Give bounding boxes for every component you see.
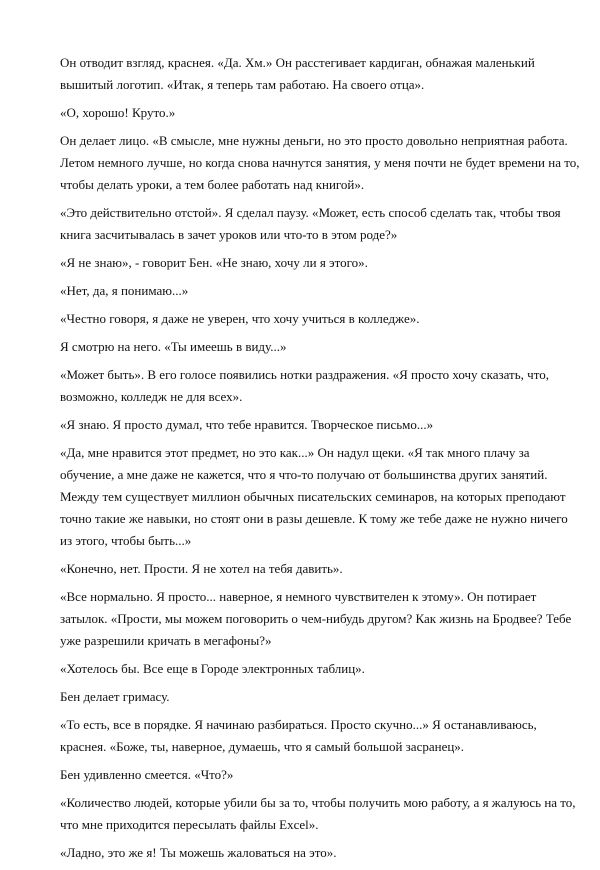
text-line: «Честно говоря, я даже не уверен, что хочу учиться в колледже». bbox=[60, 311, 420, 326]
text-line: «О, хорошо! Круто.» bbox=[60, 105, 176, 120]
paragraph bbox=[60, 52, 550, 96]
text-line: Бен делает гримасу. bbox=[60, 689, 170, 704]
text-line: «Я знаю. Я просто думал, что тебе нравится. Творческое письмо...» bbox=[60, 417, 434, 432]
text-line: «Это действительно отстой». Я сделал паузу. «Может, есть способ сделать так, чтобы твоя bbox=[60, 205, 561, 220]
text-line: «Ладно, это же я! Ты можешь жаловаться на это». bbox=[60, 845, 337, 860]
text-line: Он отводит взгляд, краснея. «Да. Хм.» Он расстегивает кардиган, обнажая маленький bbox=[60, 55, 535, 70]
document-page bbox=[60, 52, 580, 870]
text-line: «Да, мне нравится этот предмет, но это как...» Он надул щеки. «Я так много плачу за bbox=[60, 445, 530, 460]
text-line: Между тем существует миллион обычных писательских семинаров, на которых преподают bbox=[60, 489, 566, 504]
paragraph bbox=[60, 686, 550, 708]
text-line: «Хотелось бы. Все еще в Городе электронных таблиц». bbox=[60, 661, 365, 676]
text-line: «Может быть». В его голосе появились нотки раздражения. «Я просто хочу сказать, что, bbox=[60, 367, 549, 382]
text-line: уже разрешили кричать в мегафоны?» bbox=[60, 633, 272, 648]
paragraph bbox=[60, 280, 550, 302]
text-line: Бен удивленно смеется. «Что?» bbox=[60, 767, 234, 782]
text-line: «То есть, все в порядке. Я начинаю разбираться. Просто скучно...» Я останавливаюсь, bbox=[60, 717, 537, 732]
text-line: чтобы делать уроки, а тем более работать над книгой». bbox=[60, 177, 365, 192]
paragraph bbox=[60, 414, 550, 436]
paragraph bbox=[60, 586, 572, 652]
text-line: краснея. «Боже, ты, наверное, думаешь, что я самый большой засранец». bbox=[60, 739, 465, 754]
text-line: обучение, а мне даже не кажется, что я что-то получаю от большинства других занятий. bbox=[60, 467, 548, 482]
text-line: «Нет, да, я понимаю...» bbox=[60, 283, 189, 298]
paragraph bbox=[60, 102, 550, 124]
paragraph bbox=[60, 764, 550, 786]
text-line: затылок. «Прости, мы можем поговорить о чем-нибудь другом? Как жизнь на Бродвее? Тебе bbox=[60, 611, 572, 626]
text-line: из этого, чтобы быть...» bbox=[60, 533, 192, 548]
paragraph bbox=[60, 714, 550, 758]
text-line: точно такие же навыки, но стоят они в разы дешевле. К тому же тебе даже не нужно ничего bbox=[60, 511, 568, 526]
text-line: книга засчитывалась в зачет уроков или что-то в этом роде?» bbox=[60, 227, 398, 242]
paragraph bbox=[60, 308, 550, 330]
text-line: «Количество людей, которые убили бы за то, чтобы получить мою работу, а я жалуюсь на то, bbox=[60, 795, 576, 810]
paragraph bbox=[60, 558, 550, 580]
text-line: что мне приходится пересылать файлы Excel». bbox=[60, 817, 319, 832]
text-line: «Я не знаю», - говорит Бен. «Не знаю, хочу ли я этого». bbox=[60, 255, 368, 270]
paragraph bbox=[60, 364, 550, 408]
text-line: возможно, колледж не для всех». bbox=[60, 389, 243, 404]
paragraph bbox=[60, 792, 576, 836]
paragraph bbox=[60, 658, 550, 680]
text-line: Летом немного лучше, но когда снова начнутся занятия, у меня почти не будет времени на то, bbox=[60, 155, 580, 170]
text-line: «Конечно, нет. Прости. Я не хотел на тебя давить». bbox=[60, 561, 343, 576]
paragraph bbox=[60, 442, 568, 552]
paragraph bbox=[60, 202, 561, 246]
paragraph bbox=[60, 842, 550, 864]
paragraph bbox=[60, 130, 580, 196]
paragraph bbox=[60, 252, 550, 274]
text-line: вышитый логотип. «Итак, я теперь там работаю. На своего отца». bbox=[60, 77, 425, 92]
text-line: «Все нормально. Я просто... наверное, я немного чувствителен к этому». Он потирает bbox=[60, 589, 537, 604]
text-line: Я смотрю на него. «Ты имеешь в виду...» bbox=[60, 339, 287, 354]
text-line: Он делает лицо. «В смысле, мне нужны деньги, но это просто довольно неприятная работа. bbox=[60, 133, 568, 148]
paragraph bbox=[60, 336, 550, 358]
